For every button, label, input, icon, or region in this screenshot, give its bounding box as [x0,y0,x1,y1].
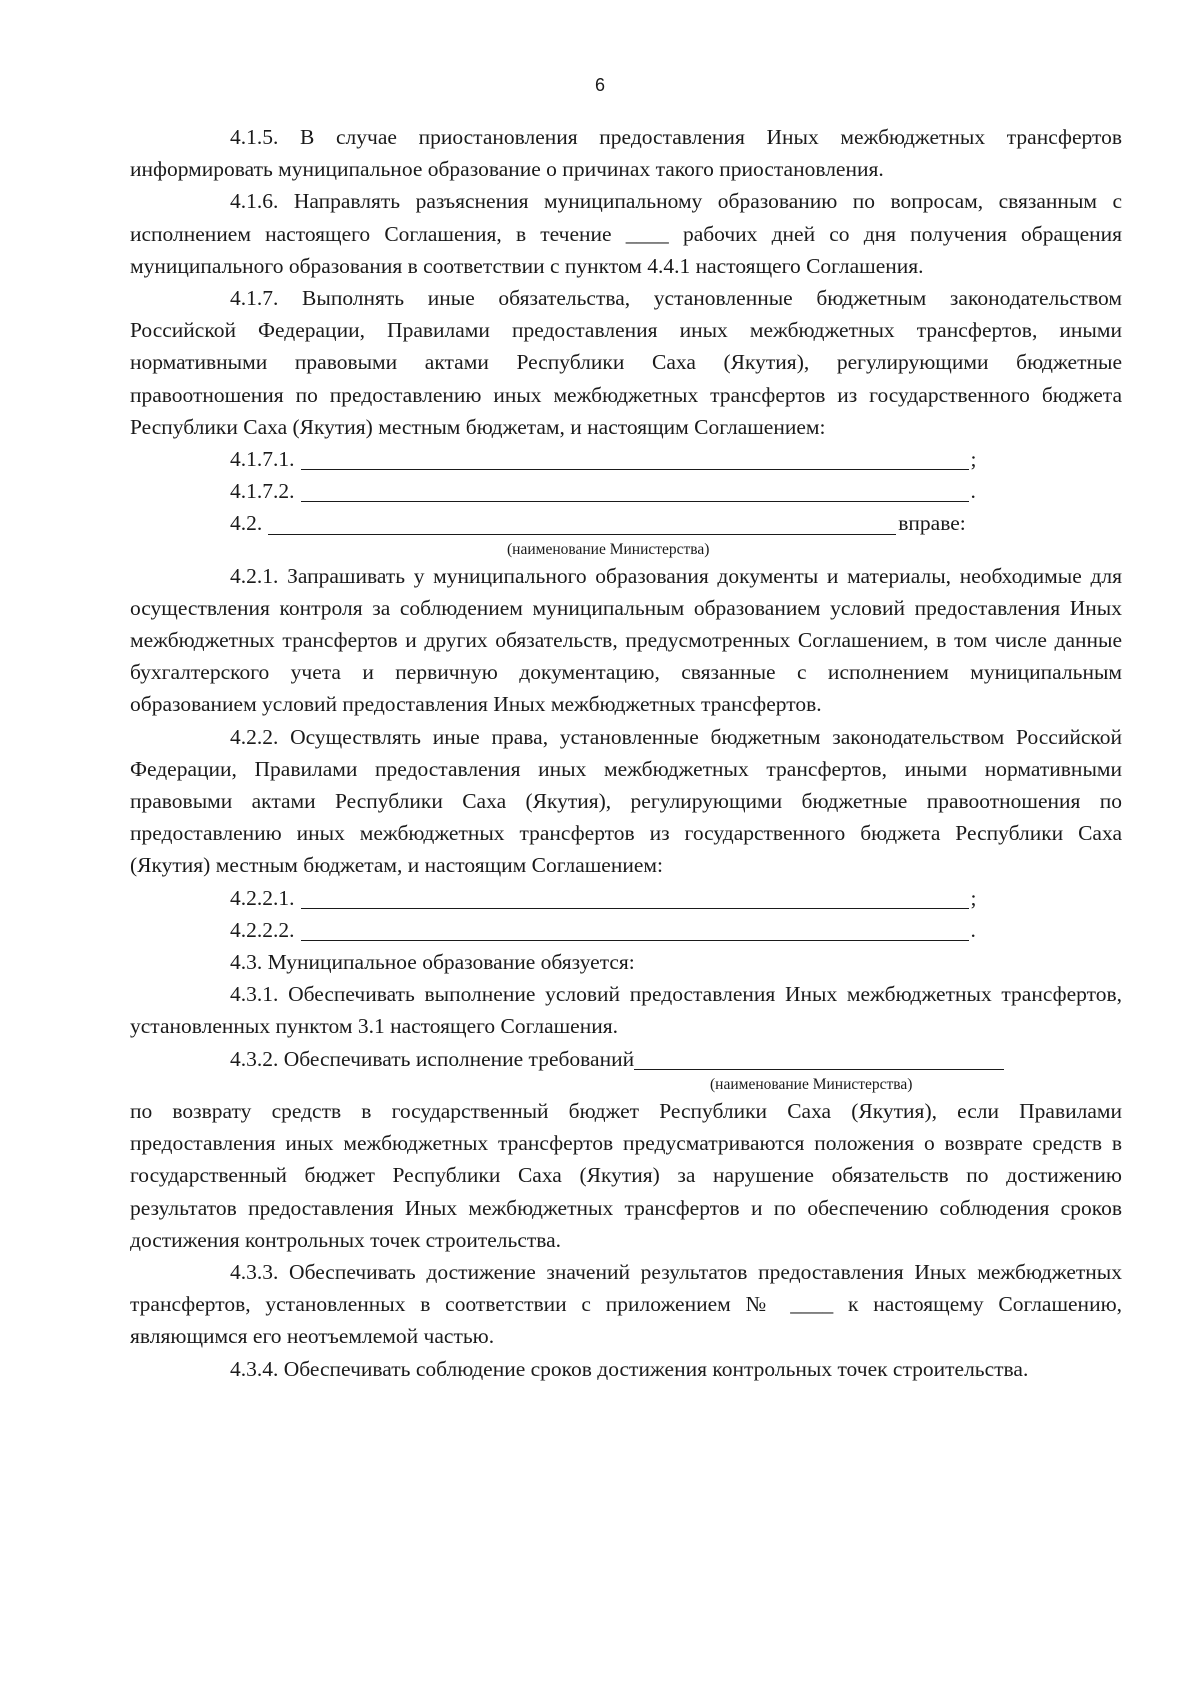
fill-label: 4.2. [230,511,263,536]
ministry-caption: (наименование Министерства) [710,1075,913,1093]
fill-blank-line [301,445,969,470]
paragraph-4-1-5: 4.1.5. В случае приостановления предоставления Иных межбюджетных трансфертов информировать муниципальное образование о причинах такого приостановления. [130,125,1122,182]
fill-line-4-2-2-1 [130,882,1122,914]
paragraph-4-3-2-continuation: по возврату средств в государственный бюджет Республики Саха (Якутия), если Правилами предоставления иных межбюджетных трансфертов предусматриваются положения о возврате средств в государственный бюджет Республики Саха (Якутия) за нарушение обязательств по достижению результатов предоставления Иных межбюджетных трансфертов и по обеспечению соблюдения сроков достижения контрольных точек строительства. [130,1098,1122,1252]
ministry-caption: (наименование Министерства) [507,540,710,558]
fill-label: 4.1.7.2. [230,479,295,504]
paragraph-4-3-3 [130,1256,1122,1353]
paragraph-4-3-1: 4.3.1. Обеспечивать выполнение условий предоставления Иных межбюджетных трансфертов, установленных пунктом 3.1 настоящего Соглашения. [130,982,1122,1039]
fill-blank-line [301,916,969,941]
fill-end: ; [970,447,977,472]
paragraph-4-3-3-part-b: к настоящему Соглашению, являющимся его неотъемлемой частью. [130,1292,1123,1349]
days-blank: ____ [625,221,669,246]
fill-end: . [970,479,976,504]
appendix-number-blank: ____ [790,1292,834,1317]
fill-line-4-3-2 [130,1043,1122,1075]
fill-line-4-1-7-1 [130,443,1122,475]
fill-label: 4.1.7.1. [230,447,295,472]
paragraph-4-1-6-part-b: рабочих дней со дня получения обращения муниципального образования в соответствии с пунктом 4.4.1 настоящего Соглашения. [130,221,1123,278]
page-number: 6 [594,75,605,95]
fill-line-4-2-2-2 [130,914,1122,946]
paragraph-4-2-1: 4.2.1. Запрашивать у муниципального образования документы и материалы, необходимые для осуществления контроля за соблюдением муниципальным образованием условий предоставления Иных межбюджетных трансфертов и других обязательств, предусмотренных Соглашением, в том числе данные бухгалтерского учета и первичную документацию, связанные с исполнением муниципальным образованием условий предоставления Иных межбюджетных трансфертов. [130,563,1122,717]
fill-blank-line [301,884,969,909]
fill-line-4-1-7-2 [130,475,1122,507]
fill-end: ; [970,885,977,910]
ministry-name-blank [634,1045,1004,1070]
fill-label: 4.3.2. Обеспечивать исполнение требований [230,1046,635,1071]
paragraph-4-3-3-part-a: 4.3.3. Обеспечивать достижение значений результатов предоставления Иных межбюджетных трансфертов, установленных в соответствии с приложением № [130,1259,1122,1317]
paragraph-4-3: 4.3. Муниципальное образование обязуется: [230,950,635,975]
caption-row-4-2 [130,540,1122,560]
fill-label: 4.2.2.2. [230,917,295,942]
fill-end: . [970,917,976,942]
paragraph-4-3-4: 4.3.4. Обеспечивать соблюдение сроков достижения контрольных точек строительства. [230,1356,1029,1381]
paragraph-4-2-2: 4.2.2. Осуществлять иные права, установленные бюджетным законодательством Российской Федерации, Правилами предоставления иных межбюджетных трансфертов, иными нормативными правовыми актами Республики Саха (Якутия), регулирующими бюджетные правоотношения по предоставлению иных межбюджетных трансфертов из государственного бюджета Республики Саха (Якутия) местным бюджетам, и настоящим Соглашением: [130,724,1122,878]
fill-end: вправе: [898,511,966,536]
caption-row-4-3-2 [130,1075,1122,1095]
ministry-name-blank [268,510,896,535]
document-body [130,121,1122,1385]
paragraph-4-1-6 [130,185,1122,282]
fill-line-4-2 [130,507,1122,539]
paragraph-4-1-7: 4.1.7. Выполнять иные обязательства, установленные бюджетным законодательством Российской Федерации, Правилами предоставления иных межбюджетных трансфертов, иными нормативными правовыми актами Республики Саха (Якутия), регулирующими бюджетные правоотношения по предоставлению иных межбюджетных трансфертов из государственного бюджета Республики Саха (Якутия) местным бюджетам, и настоящим Соглашением: [130,286,1122,439]
fill-blank-line [301,477,969,502]
paragraph-4-1-6-part-a: 4.1.6. Направлять разъяснения муниципальному образованию по вопросам, связанным с исполнением настоящего Соглашения, в течение [130,189,1122,246]
fill-label: 4.2.2.1. [230,885,295,910]
